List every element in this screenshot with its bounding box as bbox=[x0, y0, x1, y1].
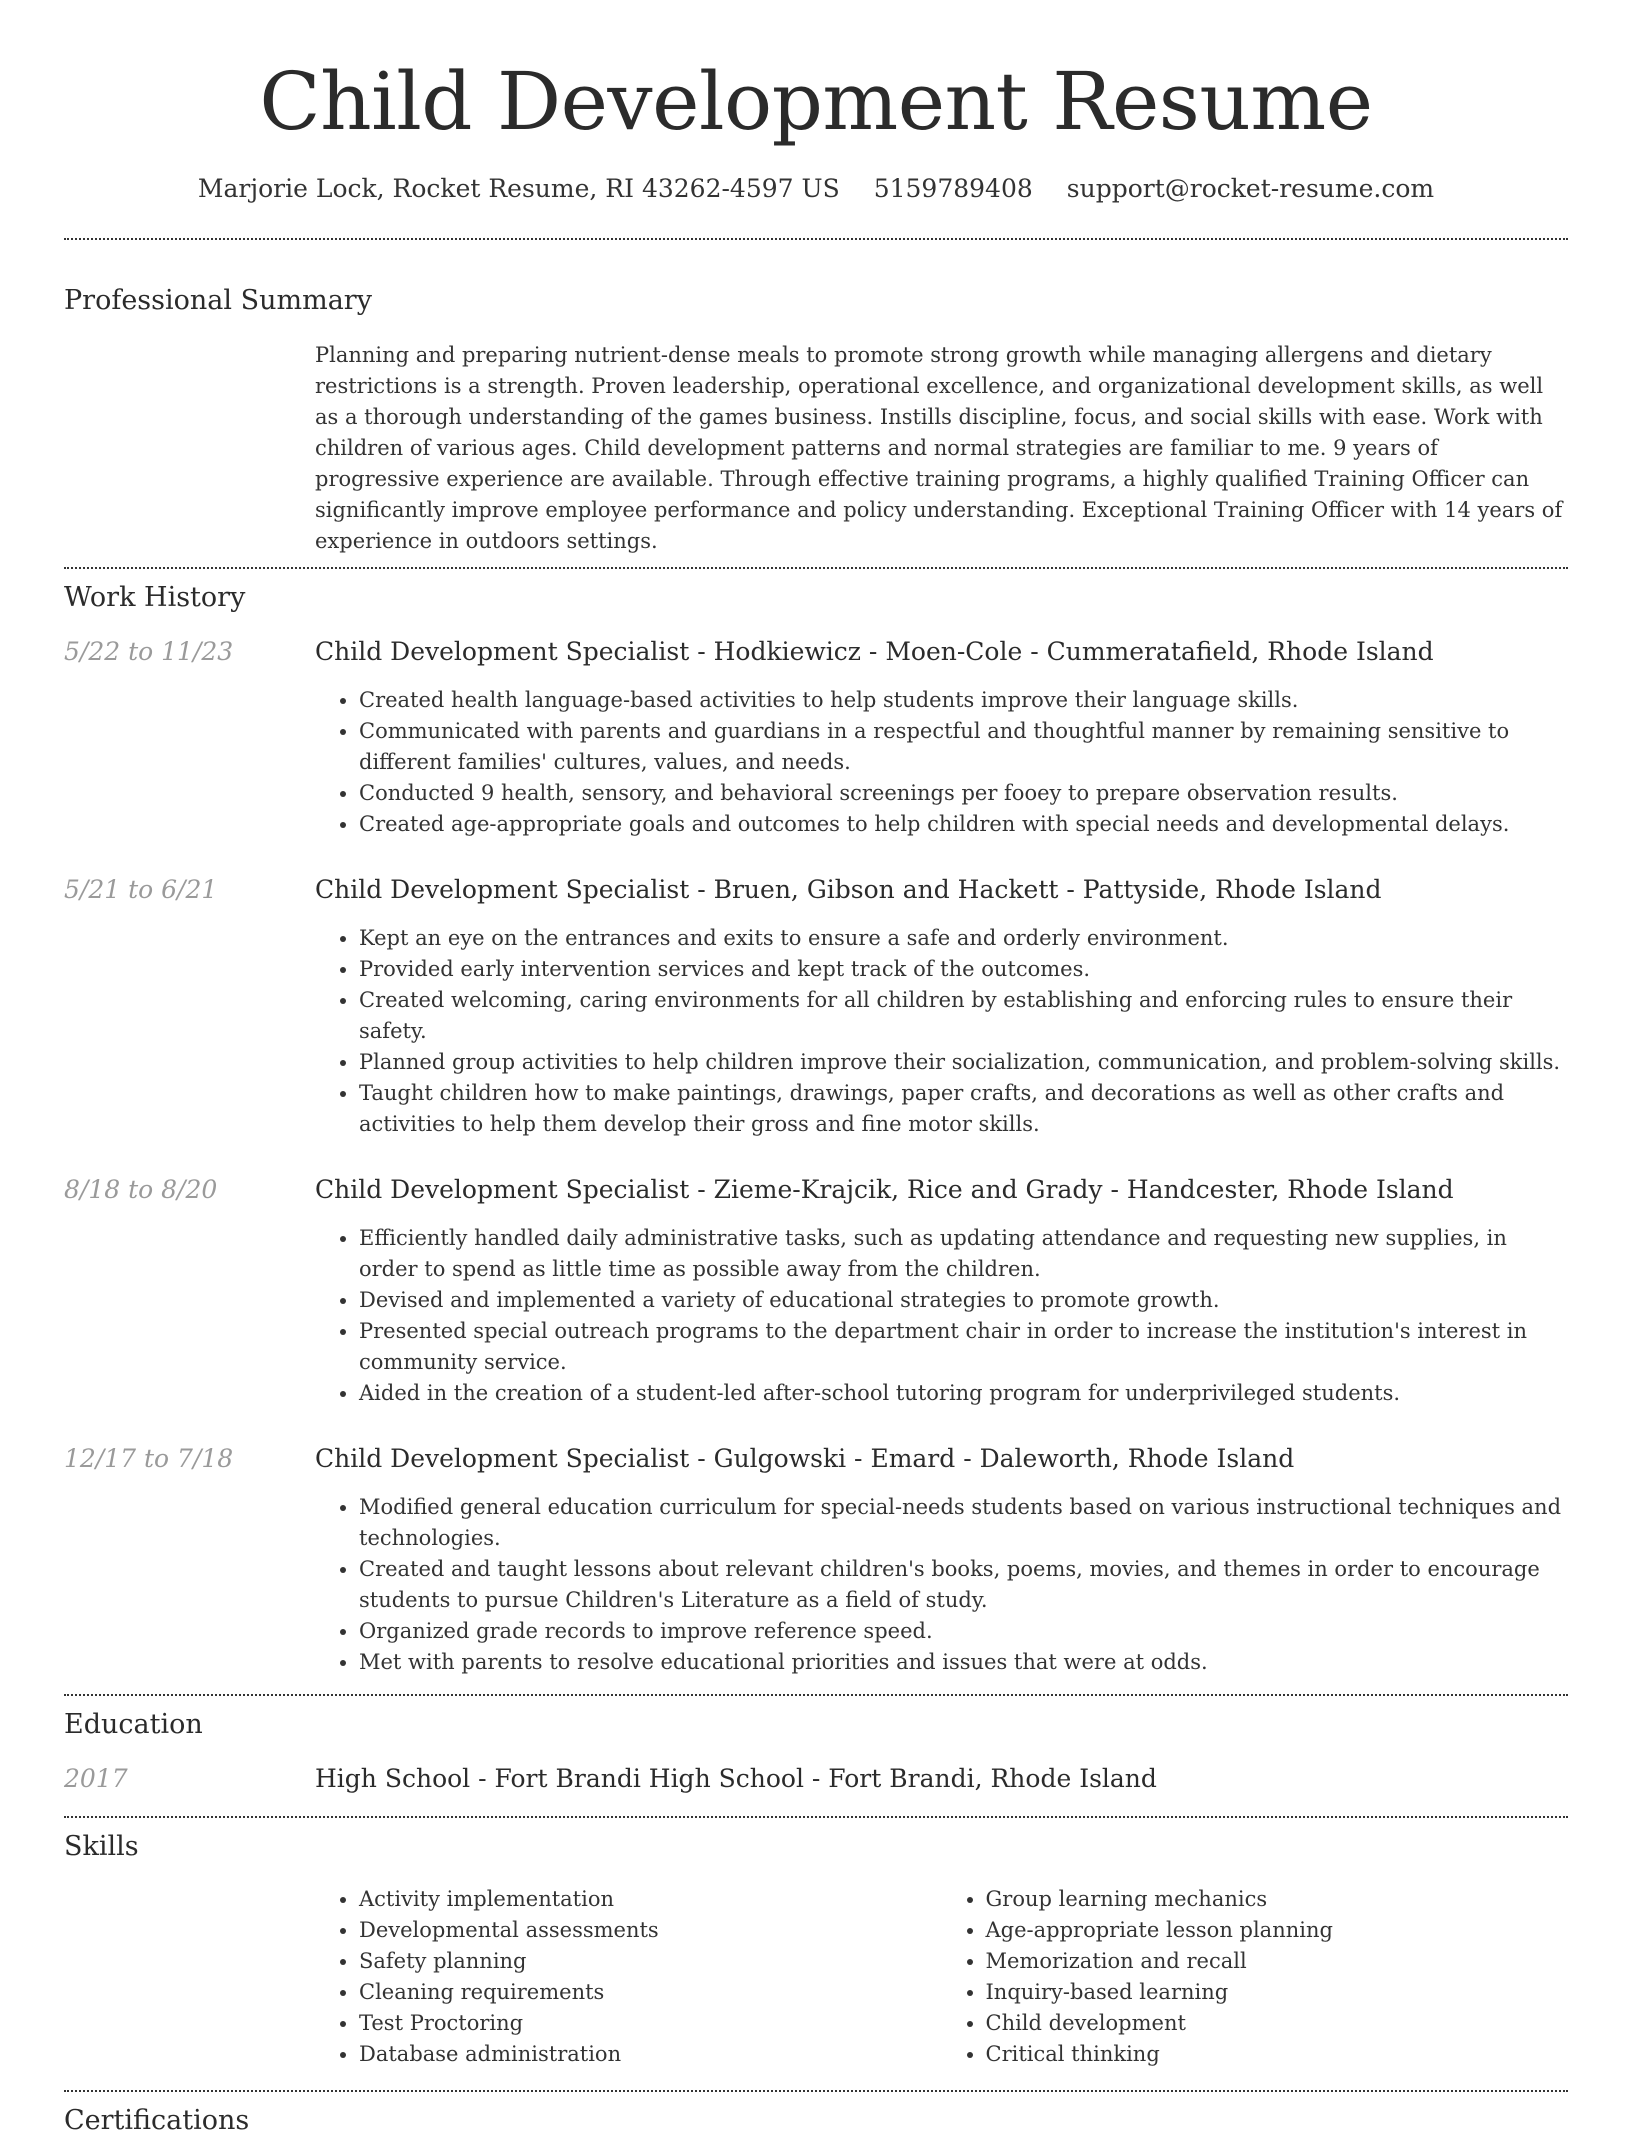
contact-address: Marjorie Lock, Rocket Resume, RI 43262-4597 US bbox=[197, 174, 840, 203]
list-item: • Conducted 9 health, sensory, and behavioral screenings per fooey to prepare observation results. bbox=[359, 778, 1568, 809]
job-bullets bbox=[315, 923, 1568, 1140]
education-year: 2017 bbox=[64, 1764, 128, 1793]
skill-item: • Memorization and recall bbox=[986, 1946, 1569, 1977]
resume-title: Child Development Resume bbox=[259, 55, 1373, 148]
education-heading: Education bbox=[64, 1709, 203, 1740]
job-entry bbox=[64, 1444, 1568, 1678]
job-dates: 5/22 to 11/23 bbox=[64, 637, 234, 666]
work-section bbox=[64, 569, 1568, 1678]
work-heading: Work History bbox=[64, 582, 246, 613]
skills-row bbox=[64, 1884, 1568, 2070]
list-item: • Devised and implemented a variety of educational strategies to promote growth. bbox=[359, 1285, 1568, 1316]
list-item: • Efficiently handled daily administrative tasks, such as updating attendance and requesting new supplies, in order to spend as little time as possible away from the children. bbox=[359, 1223, 1568, 1285]
list-item: • Organized grade records to improve reference speed. bbox=[359, 1616, 1568, 1647]
skill-item: • Critical thinking bbox=[986, 2039, 1569, 2070]
job-entry bbox=[64, 875, 1568, 1140]
contact-line bbox=[64, 152, 1568, 238]
job-entry bbox=[64, 637, 1568, 840]
certifications-heading: Certifications bbox=[64, 2105, 250, 2136]
list-item: • Provided early intervention services and kept track of the outcomes. bbox=[359, 954, 1568, 985]
job-bullets bbox=[315, 1223, 1568, 1409]
list-item: • Met with parents to resolve educational priorities and issues that were at odds. bbox=[359, 1647, 1568, 1678]
skill-item: • Cleaning requirements bbox=[359, 1977, 942, 2008]
job-title: Child Development Specialist - Zieme-Krajcik, Rice and Grady - Handcester, Rhode Island bbox=[315, 1175, 1454, 1204]
skills-list-left bbox=[315, 1884, 942, 2070]
skill-item: • Developmental assessments bbox=[359, 1915, 942, 1946]
education-section bbox=[64, 1696, 1568, 1794]
job-bullets bbox=[315, 1492, 1568, 1678]
contact-phone: 5159789408 bbox=[873, 174, 1033, 203]
list-item: • Presented special outreach programs to the department chair in order to increase the institution's interest in community service. bbox=[359, 1316, 1568, 1378]
skill-item: • Group learning mechanics bbox=[986, 1884, 1569, 1915]
job-bullets bbox=[315, 685, 1568, 840]
skill-item: • Activity implementation bbox=[359, 1884, 942, 1915]
summary-text: Planning and preparing nutrient-dense meals to promote strong growth while managing allergens and dietary restrictions is a strength. Proven leadership, operational excellence, and organizational development skills, as well as a thorough understanding of the games business. Instills discipline, focus, and social skills with ease. Work with children of various ages. Child development patterns and normal strategies are familiar to me. 9 years of progressive experience are available. Through effective training programs, a highly qualified Training Officer can significantly improve employee performance and policy understanding. Exceptional Training Officer with 14 years of experience in outdoors settings. bbox=[315, 343, 1563, 553]
job-title: Child Development Specialist - Bruen, Gibson and Hackett - Pattyside, Rhode Island bbox=[315, 875, 1382, 904]
list-item: • Modified general education curriculum for special-needs students based on various instructional techniques and technologies. bbox=[359, 1492, 1568, 1554]
list-item: • Planned group activities to help children improve their socialization, communication, and problem-solving skills. bbox=[359, 1047, 1568, 1078]
skill-item: • Child development bbox=[986, 2008, 1569, 2039]
summary-section bbox=[64, 240, 1568, 557]
skills-section bbox=[64, 1818, 1568, 2070]
job-dates: 12/17 to 7/18 bbox=[64, 1444, 234, 1473]
summary-heading: Professional Summary bbox=[64, 285, 372, 316]
list-item: • Created welcoming, caring environments for all children by establishing and enforcing rules to ensure their safety. bbox=[359, 985, 1568, 1047]
skill-item: • Age-appropriate lesson planning bbox=[986, 1915, 1569, 1946]
skill-item: • Test Proctoring bbox=[359, 2008, 942, 2039]
list-item: • Communicated with parents and guardians in a respectful and thoughtful manner by remaining sensitive to different families' cultures, values, and needs. bbox=[359, 716, 1568, 778]
education-entry bbox=[64, 1764, 1568, 1794]
list-item: • Aided in the creation of a student-led after-school tutoring program for underprivileged students. bbox=[359, 1378, 1568, 1409]
skill-item: • Inquiry-based learning bbox=[986, 1977, 1569, 2008]
job-title: Child Development Specialist - Hodkiewicz - Moen-Cole - Cummeratafield, Rhode Island bbox=[315, 637, 1434, 666]
skill-item: • Safety planning bbox=[359, 1946, 942, 1977]
summary-row bbox=[64, 340, 1568, 557]
list-item: • Kept an eye on the entrances and exits to ensure a safe and orderly environment. bbox=[359, 923, 1568, 954]
job-entry bbox=[64, 1175, 1568, 1409]
list-item: • Created health language-based activities to help students improve their language skills. bbox=[359, 685, 1568, 716]
contact-email: support@rocket-resume.com bbox=[1066, 174, 1435, 203]
certifications-section bbox=[64, 2092, 1568, 2138]
job-title: Child Development Specialist - Gulgowski - Emard - Daleworth, Rhode Island bbox=[315, 1444, 1295, 1473]
skill-item: • Database administration bbox=[359, 2039, 942, 2070]
job-dates: 5/21 to 6/21 bbox=[64, 875, 218, 904]
skills-list-right bbox=[942, 1884, 1569, 2070]
skills-heading: Skills bbox=[64, 1831, 139, 1862]
list-item: • Created age-appropriate goals and outcomes to help children with special needs and developmental delays. bbox=[359, 809, 1568, 840]
job-dates: 8/18 to 8/20 bbox=[64, 1175, 218, 1204]
education-detail: High School - Fort Brandi High School - Fort Brandi, Rhode Island bbox=[315, 1764, 1157, 1793]
list-item: • Taught children how to make paintings, drawings, paper crafts, and decorations as well as other crafts and activities to help them develop their gross and fine motor skills. bbox=[359, 1078, 1568, 1140]
list-item: • Created and taught lessons about relevant children's books, poems, movies, and themes in order to encourage students to pursue Children's Literature as a field of study. bbox=[359, 1554, 1568, 1616]
